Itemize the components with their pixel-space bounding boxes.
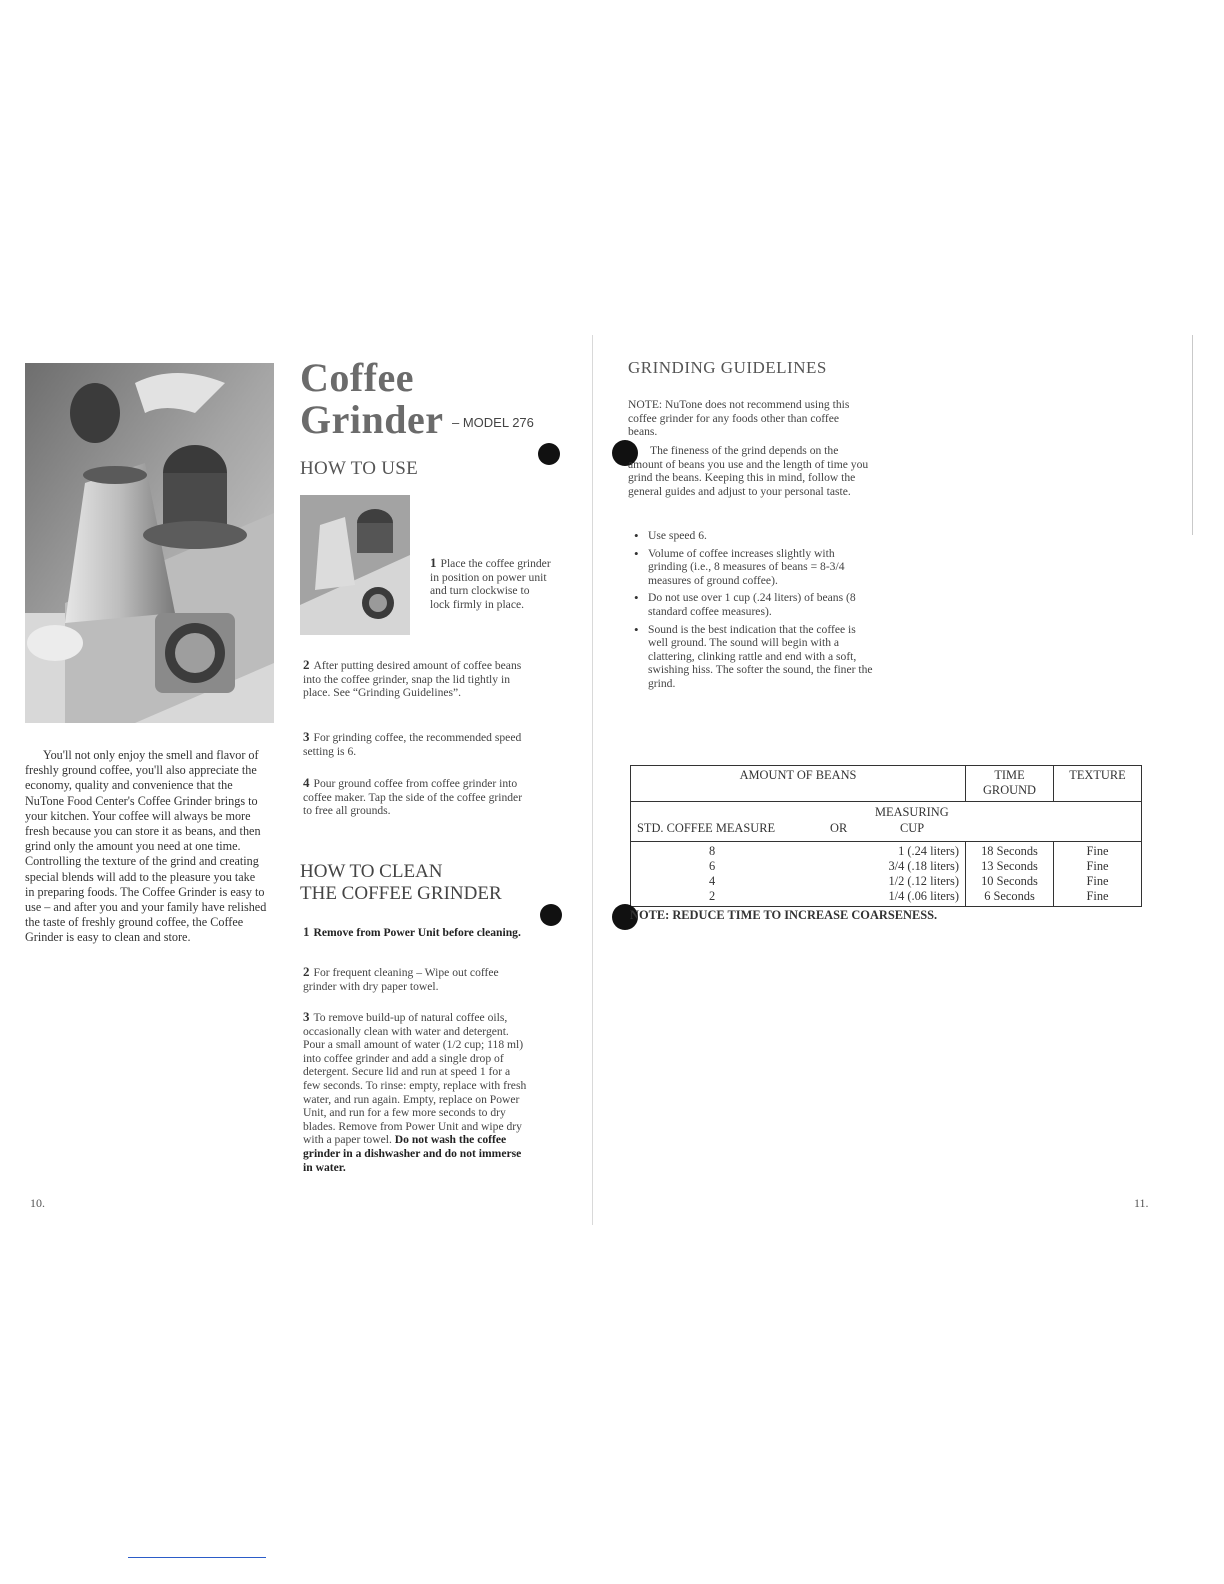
header-amount-of-beans: AMOUNT OF BEANS (631, 766, 966, 802)
title-line-1: Coffee (300, 355, 415, 400)
table-cell-texture: Fine (1086, 889, 1109, 903)
cup-column (888, 844, 959, 904)
footer-rule (128, 1557, 266, 1558)
page-edge-line (1192, 335, 1193, 535)
use-step-2: 2 After putting desired amount of coffee beans into the coffee grinder, snap the lid tightly in place. See “Grinding Guidelines”. (303, 657, 522, 700)
grinder-on-power-unit-photo (300, 495, 410, 635)
table-cell-cup: 1/2 (.12 liters) (888, 874, 959, 888)
title-line-2: Grinder (300, 397, 444, 442)
clean-step-3: 3 To remove build-up of natural coffee oils, occasionally clean with water and detergent. Pour a small amount of water (1/2 cup; 118 ml) into coffee grinder and add a single drop of detergent. Secure lid and run at speed 1 for a few seconds. To rinse: empty, replace with fresh water, and run again. Empty, replace on Power Unit, and run for a few more seconds to dry blades. Remove from Power Unit and wipe dry with a paper towel. Do not wash the coffee grinder in a dishwasher and do not immerse in water. (303, 1009, 527, 1174)
subheader-cup: CUP (900, 821, 925, 835)
time-cells (966, 842, 1054, 907)
header-time-ground: TIME GROUND (966, 766, 1054, 802)
subheader-measuring: MEASURING (875, 805, 949, 819)
table-cell-std: 6 (709, 859, 716, 873)
table-cell-texture: Fine (1086, 859, 1109, 873)
page-number-right: 11. (1134, 1196, 1149, 1210)
header-texture: TEXTURE (1054, 766, 1142, 802)
coffee-grinder-photo (25, 363, 274, 723)
guideline-item: • Sound is the best indication that the coffee is well ground. The sound will begin with a clattering, clinking rattle and end with a soft, swishing hiss. The softer the sound, the finer the grind. (630, 623, 875, 691)
how-to-clean-heading-line-2: THE COFFEE GRINDER (300, 883, 502, 904)
subheader-std-coffee-measure: STD. COFFEE MEASURE (637, 821, 776, 835)
hole-punch-mark (538, 443, 560, 465)
table-cell-time: 10 Seconds (981, 874, 1038, 888)
table-cell-texture: Fine (1086, 844, 1109, 858)
grinding-table (630, 765, 1142, 907)
page-number-left: 10. (30, 1196, 45, 1210)
table-cell-time: 13 Seconds (981, 859, 1038, 873)
subheader-or: OR (830, 821, 848, 835)
guidelines-list (630, 529, 875, 695)
texture-cells (1054, 842, 1142, 907)
table-cell-texture: Fine (1086, 874, 1109, 888)
guideline-item: • Use speed 6. (630, 529, 875, 543)
std-column (709, 844, 715, 904)
note-paragraph: NOTE: NuTone does not recommend using this coffee grinder for any foods other than coffee beans. (628, 398, 850, 439)
clean-step-1: 1 Remove from Power Unit before cleaning. (303, 924, 521, 939)
fineness-paragraph: The fineness of the grind depends on the amount of beans you use and the length of time you grind the beans. Keeping this in mind, follow the general guides and adjust to your personal taste. (628, 444, 869, 498)
table-cell-cup: 3/4 (.18 liters) (888, 859, 959, 873)
clean-step-2: 2 For frequent cleaning – Wipe out coffee grinder with dry paper towel. (303, 964, 499, 993)
table-cell-time: 18 Seconds (981, 844, 1038, 858)
page-gutter-line (592, 335, 593, 1225)
use-step-1: 1 Place the coffee grinder in position on power unit and turn clockwise to lock firmly in place. (430, 555, 551, 611)
table-note: NOTE: REDUCE TIME TO INCREASE COARSENESS. (630, 908, 938, 922)
table-cell-cup: 1/4 (.06 liters) (888, 889, 959, 903)
guideline-item: • Volume of coffee increases slightly with grinding (i.e., 8 measures of beans = 8-3/4 measures of ground coffee). (630, 547, 875, 588)
model-label: – MODEL 276 (452, 415, 534, 430)
use-step-3: 3 For grinding coffee, the recommended speed setting is 6. (303, 729, 522, 758)
use-step-4: 4 Pour ground coffee from coffee grinder into coffee maker. Tap the side of the coffee grinder to free all grounds. (303, 775, 523, 818)
how-to-clean-heading-line-1: HOW TO CLEAN (300, 861, 443, 882)
hole-punch-mark (540, 904, 562, 926)
table-cell-cup: 1 (.24 liters) (898, 844, 959, 858)
amount-cells (631, 842, 966, 907)
intro-paragraph: You'll not only enjoy the smell and flavor of freshly ground coffee, you'll also appreciate the economy, quality and convenience that the NuTone Food Center's Coffee Grinder brings to your kitchen. Your coffee will always be more fresh because you can store it as beans, and then grind only the amount you need at one time. Controlling the texture of the grind and creating special blends will add to the pleasure you take in preparing foods. The Coffee Grinder is easy to use – and after you and your family have relished the taste of freshly ground coffee, the Coffee Grinder is easy to clean and store. (25, 748, 267, 945)
subheader-row (631, 802, 1142, 842)
grinding-guidelines-heading: GRINDING GUIDELINES (628, 358, 827, 377)
table-cell-std: 2 (709, 889, 716, 903)
table-cell-std: 8 (709, 844, 716, 858)
guideline-item: • Do not use over 1 cup (.24 liters) of beans (8 standard coffee measures). (630, 591, 875, 618)
table-cell-std: 4 (709, 874, 716, 888)
table-cell-time: 6 Seconds (984, 889, 1035, 903)
how-to-use-heading: HOW TO USE (300, 458, 419, 479)
